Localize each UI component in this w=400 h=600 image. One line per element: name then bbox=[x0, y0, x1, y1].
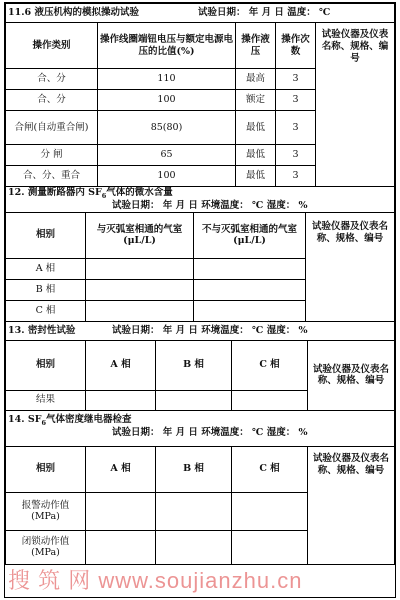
col-arc-chamber: 与灭弧室相通的气室(μL/L) bbox=[86, 212, 194, 258]
col-instruments: 试验仪器及仪表名称、规格、编号 bbox=[308, 446, 395, 564]
empty-cell bbox=[86, 279, 194, 300]
col-phase-c: C 相 bbox=[232, 446, 308, 492]
section-11-table bbox=[5, 3, 395, 187]
section-12-table bbox=[5, 186, 395, 322]
empty-cell bbox=[232, 530, 308, 564]
section-12-header bbox=[6, 187, 395, 213]
section-12-title: 12. 测量断路器内 SF6气体的微水含量 bbox=[8, 187, 173, 200]
phase-label: B 相 bbox=[6, 279, 86, 300]
section-13-title: 13. 密封性试验 bbox=[8, 324, 76, 336]
col-phase: 相别 bbox=[6, 446, 86, 492]
empty-cell bbox=[232, 390, 308, 410]
empty-cell bbox=[156, 390, 232, 410]
row-count: 3 bbox=[276, 111, 316, 145]
section-14-title: 14. SF6气体密度继电器检查 bbox=[8, 413, 132, 427]
col-instruments: 试验仪器及仪表名称、规格、编号 bbox=[316, 23, 395, 187]
row-pressure: 最低 bbox=[236, 145, 276, 166]
col-phase: 相别 bbox=[6, 212, 86, 258]
empty-cell bbox=[86, 390, 156, 410]
empty-cell bbox=[156, 530, 232, 564]
section-14-meta: 试验日期： 年 月 日 环境温度： ℃ 湿度： % bbox=[112, 426, 308, 438]
empty-cell bbox=[194, 258, 306, 279]
col-phase-a: A 相 bbox=[86, 340, 156, 390]
row-type: 合、分、重合 bbox=[6, 166, 98, 187]
section-11-header bbox=[6, 4, 395, 23]
empty-cell bbox=[156, 492, 232, 530]
form-page bbox=[4, 2, 396, 598]
col-count: 操作次数 bbox=[276, 23, 316, 69]
section-11-meta: 试验日期： 年 月 日 温度： ℃ bbox=[198, 7, 331, 19]
phase-label: C 相 bbox=[6, 300, 86, 321]
row-ratio: 100 bbox=[98, 166, 236, 187]
row-type: 合、分 bbox=[6, 69, 98, 90]
row-count: 3 bbox=[276, 166, 316, 187]
col-instruments: 试验仪器及仪表名称、规格、编号 bbox=[306, 212, 395, 321]
result-label: 结果 bbox=[6, 390, 86, 410]
col-voltage-ratio: 操作线圈端钮电压与额定电源电压的比值(%) bbox=[98, 23, 236, 69]
empty-cell bbox=[86, 492, 156, 530]
section-13-header bbox=[6, 321, 395, 340]
col-phase-b: B 相 bbox=[156, 446, 232, 492]
lockout-value-label: 闭锁动作值(MPa) bbox=[6, 530, 86, 564]
col-phase-a: A 相 bbox=[86, 446, 156, 492]
section-14-table bbox=[5, 410, 395, 565]
row-count: 3 bbox=[276, 90, 316, 111]
col-phase: 相别 bbox=[6, 340, 86, 390]
section-14-header bbox=[6, 410, 395, 446]
row-ratio: 110 bbox=[98, 69, 236, 90]
row-type: 合、分 bbox=[6, 90, 98, 111]
row-count: 3 bbox=[276, 145, 316, 166]
empty-cell bbox=[232, 492, 308, 530]
row-pressure: 最低 bbox=[236, 166, 276, 187]
empty-cell bbox=[86, 300, 194, 321]
col-pressure: 操作液压 bbox=[236, 23, 276, 69]
phase-label: A 相 bbox=[6, 258, 86, 279]
row-pressure: 额定 bbox=[236, 90, 276, 111]
row-pressure: 最低 bbox=[236, 111, 276, 145]
row-pressure: 最高 bbox=[236, 69, 276, 90]
alarm-value-label: 报警动作值(MPa) bbox=[6, 492, 86, 530]
col-operation-type: 操作类别 bbox=[6, 23, 98, 69]
watermark: 搜 筑 网 www.soujianzhu.cn bbox=[8, 568, 303, 593]
empty-cell bbox=[194, 279, 306, 300]
row-ratio: 100 bbox=[98, 90, 236, 111]
empty-cell bbox=[86, 530, 156, 564]
row-ratio: 65 bbox=[98, 145, 236, 166]
col-phase-c: C 相 bbox=[232, 340, 308, 390]
col-non-arc-chamber: 不与灭弧室相通的气室(μL/L) bbox=[194, 212, 306, 258]
row-type: 合闸(自动重合闸) bbox=[6, 111, 98, 145]
col-instruments: 试验仪器及仪表名称、规格、编号 bbox=[308, 340, 395, 410]
empty-cell bbox=[86, 258, 194, 279]
section-11-title: 11.6 液压机构的模拟操动试验 bbox=[8, 7, 139, 19]
section-13-meta: 试验日期： 年 月 日 环境温度： ℃ 湿度： % bbox=[112, 324, 308, 336]
row-ratio: 85(80) bbox=[98, 111, 236, 145]
empty-cell bbox=[194, 300, 306, 321]
col-phase-b: B 相 bbox=[156, 340, 232, 390]
row-type: 分 闸 bbox=[6, 145, 98, 166]
section-12-meta: 试验日期： 年 月 日 环境温度： ℃ 湿度： % bbox=[112, 200, 308, 212]
row-count: 3 bbox=[276, 69, 316, 90]
section-13-table bbox=[5, 321, 395, 411]
